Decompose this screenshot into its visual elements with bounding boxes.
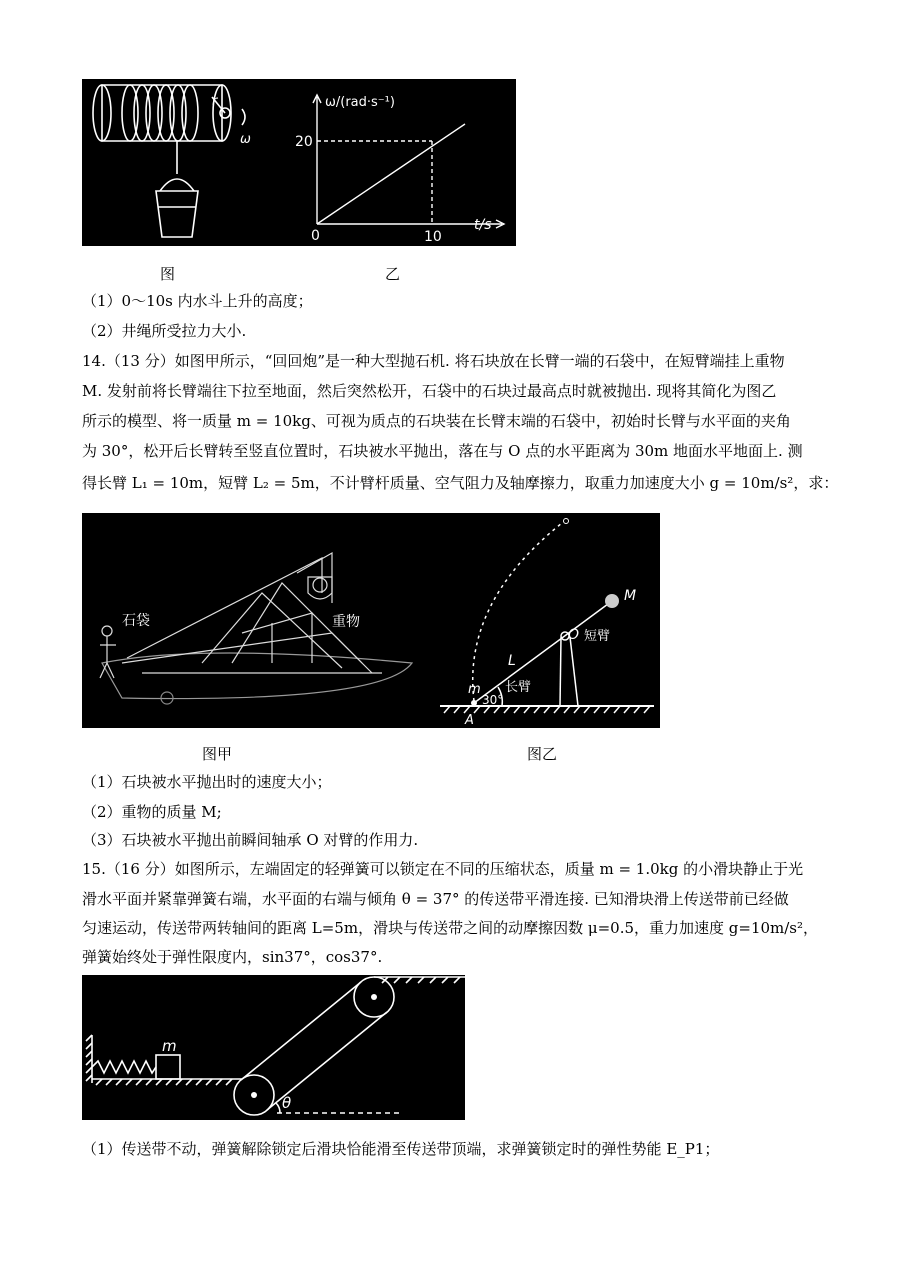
stone-bag-label: 石袋	[122, 613, 150, 629]
q15-line1: 15.（16 分）如图所示，左端固定的轻弹簧可以锁定在不同的压缩状态，质量 m = 1.0kg 的小滑块静止于光	[82, 860, 804, 878]
weight-label: 重物	[332, 614, 360, 630]
support-right	[570, 637, 578, 706]
winch-drum	[93, 85, 245, 174]
omega-label: ω	[240, 132, 251, 147]
figure-q13	[82, 79, 516, 246]
q15-line3: 匀速运动，传送带两转轴间的距离 L=5m，滑块与传送带之间的动摩擦因数 μ=0.5，重力加速度 g=10m/s²，	[82, 919, 819, 937]
q14-line5: 得长臂 L₁ = 10m，短臂 L₂ = 5m，不计臂杆质量、空气阻力及轴摩擦力，取重力加速度大小 g = 10m/s²，求：	[82, 474, 839, 492]
m-block-label: m	[162, 1037, 177, 1055]
figure-q13-caption-left: 图	[160, 265, 176, 283]
q15-line2: 滑水平面并紧靠弹簧右端，水平面的右端与倾角 θ = 37° 的传送带平滑连接. 已知滑块滑上传送带前已经做	[82, 890, 789, 908]
origin-label: 0	[311, 228, 320, 244]
q14-sub1: （1）石块被水平抛出时的速度大小；	[82, 773, 332, 791]
q14-line1: 14.（13 分）如图甲所示，“回回炮”是一种大型抛石机. 将石块放在长臂一端的石袋中，在短臂端挂上重物	[82, 352, 785, 370]
bucket	[156, 179, 198, 237]
M-label: M	[624, 588, 637, 604]
r-label: r	[212, 94, 218, 109]
figure-q14	[82, 513, 660, 728]
q15-sub1: （1）传送带不动，弹簧解除锁定后滑块恰能滑至传送带顶端，求弹簧锁定时的弹性势能 E_P1；	[82, 1140, 720, 1158]
omega-line	[317, 124, 465, 224]
figure-q14-svg	[82, 513, 660, 728]
q14-sub2: （2）重物的质量 M;	[82, 803, 222, 821]
q14-sub3: （3）石块被水平抛出前瞬间轴承 O 对臂的作用力.	[82, 831, 419, 849]
long-arm-label: 长臂	[505, 680, 532, 695]
slider-block	[156, 1055, 180, 1079]
figure-q13-caption-right: 乙	[385, 265, 401, 283]
omega-t-graph	[313, 95, 504, 228]
arm-rod	[474, 601, 612, 703]
q14-line2: M. 发射前将长臂端往下拉至地面，然后突然松开，石袋中的石块过最高点时就被抛出. 现将其简化为图乙	[82, 382, 777, 400]
belt-upper	[241, 982, 361, 1080]
trajectory-arc	[473, 523, 562, 701]
theta-label: θ	[282, 1094, 292, 1112]
figure-q14-caption-right: 图乙	[527, 745, 558, 763]
L-label: L	[508, 653, 516, 669]
A-label: A	[465, 713, 474, 728]
weight-ball	[605, 594, 619, 608]
figure-q14-caption-left: 图甲	[202, 745, 233, 763]
q14-line3: 所示的模型、将一质量 m = 10kg、可视为质点的石块装在长臂末端的石袋中，初始时长臂与水平面的夹角	[82, 412, 791, 430]
y-axis-label: ω/(rad·s⁻¹)	[325, 95, 395, 110]
x-tick-10: 10	[424, 229, 442, 245]
q15-line4: 弹簧始终处于弹性限度内，sin37°，cos37°.	[82, 948, 383, 966]
q13-sub1: （1）0～10s 内水斗上升的高度；	[82, 292, 313, 310]
angle-label: 30°	[482, 693, 504, 707]
q14-line4: 为 30°，松开后长臂转至竖直位置时，石块被水平抛出，落在与 O 点的水平距离为 30m 地面水平地面上. 测	[82, 442, 803, 460]
m-label: m	[468, 682, 481, 697]
q13-sub2: （2）井绳所受拉力大小.	[82, 322, 247, 340]
top-point	[564, 519, 569, 524]
short-arm-label: 短臂	[584, 629, 611, 644]
figure-q15-svg	[82, 975, 465, 1120]
figure-q15	[82, 975, 465, 1120]
support-left	[560, 637, 561, 706]
spring	[92, 1061, 156, 1073]
O-label: O	[568, 627, 580, 643]
figure-q13-svg	[82, 79, 516, 246]
x-axis-label: t/s	[474, 217, 492, 233]
y-tick-20: 20	[295, 134, 313, 150]
stone-point	[471, 700, 477, 706]
